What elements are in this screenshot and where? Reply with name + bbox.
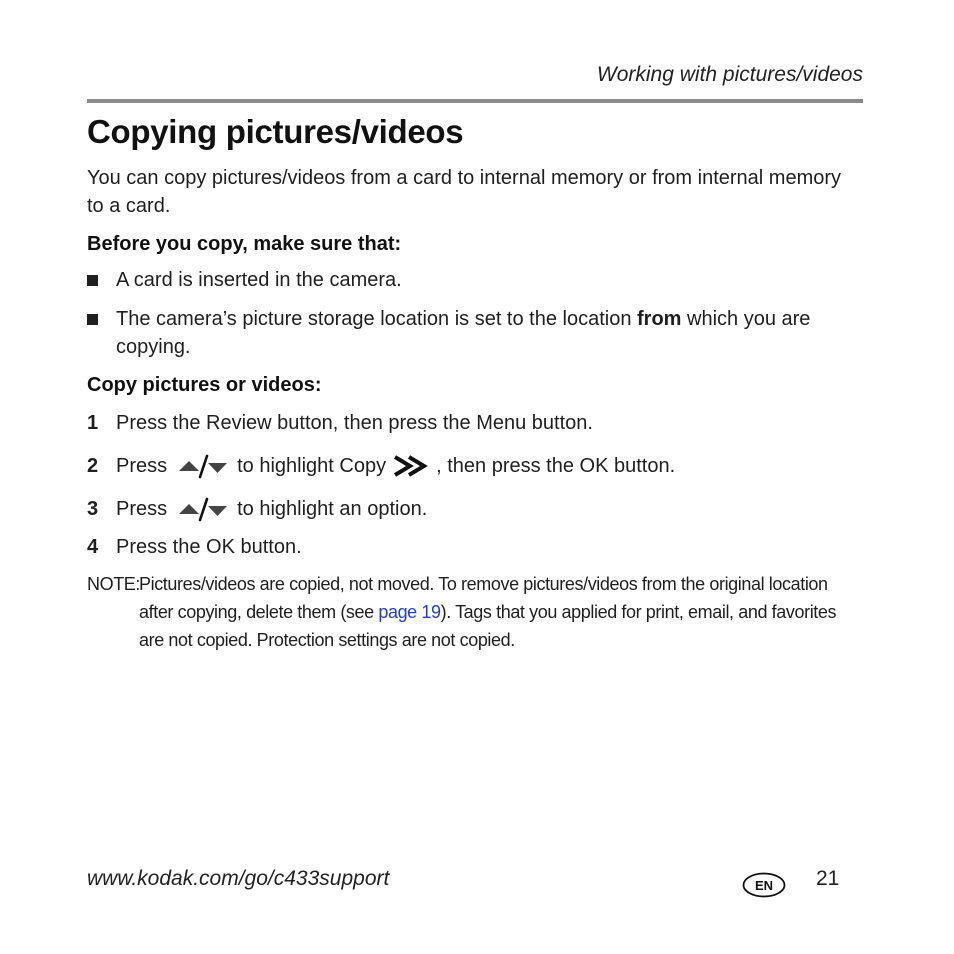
copy-icon xyxy=(392,453,430,479)
bullet-square-icon xyxy=(87,314,98,325)
intro-paragraph: You can copy pictures/videos from a card to internal memory or from internal memory to a card. xyxy=(87,167,842,217)
header-rule xyxy=(87,99,863,103)
note-label: NOTE: xyxy=(87,574,141,594)
list-item xyxy=(87,305,857,361)
language-badge xyxy=(742,872,786,898)
page-number: 21 xyxy=(816,867,840,890)
page-title: Copying pictures/videos xyxy=(87,113,464,150)
list-item xyxy=(87,266,857,294)
note-text: Pictures/videos are copied, not moved. To remove pictures/videos from the original location after copying, delete them (see page 19). Tags that you applied for print, email, and favorites are not copied. Protection settings are not copied. xyxy=(139,574,837,650)
step-2 xyxy=(87,452,857,482)
copy-steps-heading: Copy pictures or videos: xyxy=(87,374,322,396)
before-copy-heading: Before you copy, make sure that: xyxy=(87,233,402,255)
bullet-text: The camera’s picture storage location is set to the location from which you are copying. xyxy=(116,308,811,358)
step-1 xyxy=(87,409,857,439)
page-19-link[interactable]: page 19 xyxy=(378,602,441,622)
up-down-arrows-icon xyxy=(177,453,229,479)
step-text: Press the OK button. xyxy=(116,536,302,558)
bold-from: from xyxy=(637,308,682,330)
step-text: Press to highlight Copy , then press the OK button. xyxy=(116,455,676,477)
step-number: 1 xyxy=(87,412,99,434)
step-number: 3 xyxy=(87,498,99,520)
step-number: 4 xyxy=(87,536,99,558)
running-header: Working with pictures/videos xyxy=(596,63,863,86)
step-4 xyxy=(87,533,857,563)
bullet-text: A card is inserted in the camera. xyxy=(116,269,402,291)
language-code: EN xyxy=(754,878,774,893)
bullet-square-icon xyxy=(87,275,98,286)
step-text: Press to highlight an option. xyxy=(116,498,428,520)
step-text: Press the Review button, then press the Menu button. xyxy=(116,412,593,434)
up-down-arrows-icon xyxy=(177,496,229,522)
step-number: 2 xyxy=(87,455,99,477)
step-3 xyxy=(87,495,857,525)
footer-url: www.kodak.com/go/c433support xyxy=(87,867,390,890)
